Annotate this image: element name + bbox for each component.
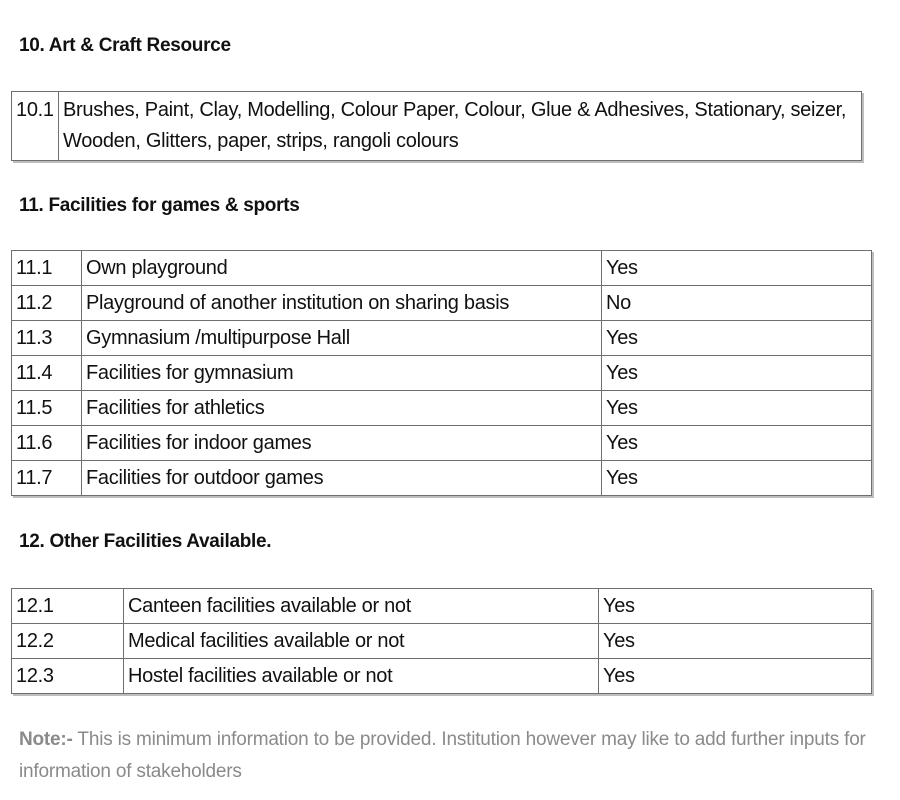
row-label: Canteen facilities available or not: [124, 589, 599, 624]
table-row: [12, 251, 872, 286]
table-row: [12, 356, 872, 391]
row-number: 12.2: [12, 624, 124, 659]
other-facilities-table: [11, 588, 872, 694]
table-row: [12, 659, 872, 694]
row-label: Own playground: [82, 251, 602, 286]
table-row: [12, 426, 872, 461]
row-value: Yes: [599, 589, 872, 624]
row-number: 11.2: [12, 286, 82, 321]
row-value: Yes: [602, 356, 872, 391]
table-row: [12, 461, 872, 496]
art-craft-table: [11, 91, 862, 161]
row-label: Medical facilities available or not: [124, 624, 599, 659]
row-value: Yes: [602, 391, 872, 426]
row-label: Facilities for outdoor games: [82, 461, 602, 496]
row-number: 10.1: [12, 92, 59, 161]
row-number: 11.5: [12, 391, 82, 426]
row-value: Yes: [602, 321, 872, 356]
row-value: Yes: [602, 426, 872, 461]
row-label: Facilities for athletics: [82, 391, 602, 426]
games-sports-table: [11, 250, 872, 496]
row-label: Facilities for gymnasium: [82, 356, 602, 391]
table-row: [12, 589, 872, 624]
section-10-title: 10. Art & Craft Resource: [19, 35, 231, 56]
row-value: Yes: [599, 659, 872, 694]
note-label: Note:-: [19, 729, 73, 750]
row-number: 11.4: [12, 356, 82, 391]
table-row: [12, 321, 872, 356]
note-paragraph: [19, 724, 889, 788]
row-text: Brushes, Paint, Clay, Modelling, Colour Paper, Colour, Glue & Adhesives, Stationary, seizer, Wooden, Glitters, paper, strips, rangoli colours: [59, 92, 862, 161]
row-value: No: [602, 286, 872, 321]
row-number: 11.6: [12, 426, 82, 461]
note-text: This is minimum information to be provided. Institution however may like to add further inputs for information of stakeholders: [19, 729, 866, 782]
row-number: 11.7: [12, 461, 82, 496]
table-row: [12, 92, 862, 161]
section-12-title: 12. Other Facilities Available.: [19, 531, 272, 552]
row-label: Facilities for indoor games: [82, 426, 602, 461]
row-label: Hostel facilities available or not: [124, 659, 599, 694]
table-row: [12, 624, 872, 659]
row-number: 12.3: [12, 659, 124, 694]
row-number: 11.1: [12, 251, 82, 286]
row-label: Gymnasium /multipurpose Hall: [82, 321, 602, 356]
row-value: Yes: [602, 251, 872, 286]
row-label: Playground of another institution on sharing basis: [82, 286, 602, 321]
row-value: Yes: [602, 461, 872, 496]
row-value: Yes: [599, 624, 872, 659]
row-number: 12.1: [12, 589, 124, 624]
section-11-title: 11. Facilities for games & sports: [19, 195, 300, 216]
table-row: [12, 286, 872, 321]
row-number: 11.3: [12, 321, 82, 356]
table-row: [12, 391, 872, 426]
